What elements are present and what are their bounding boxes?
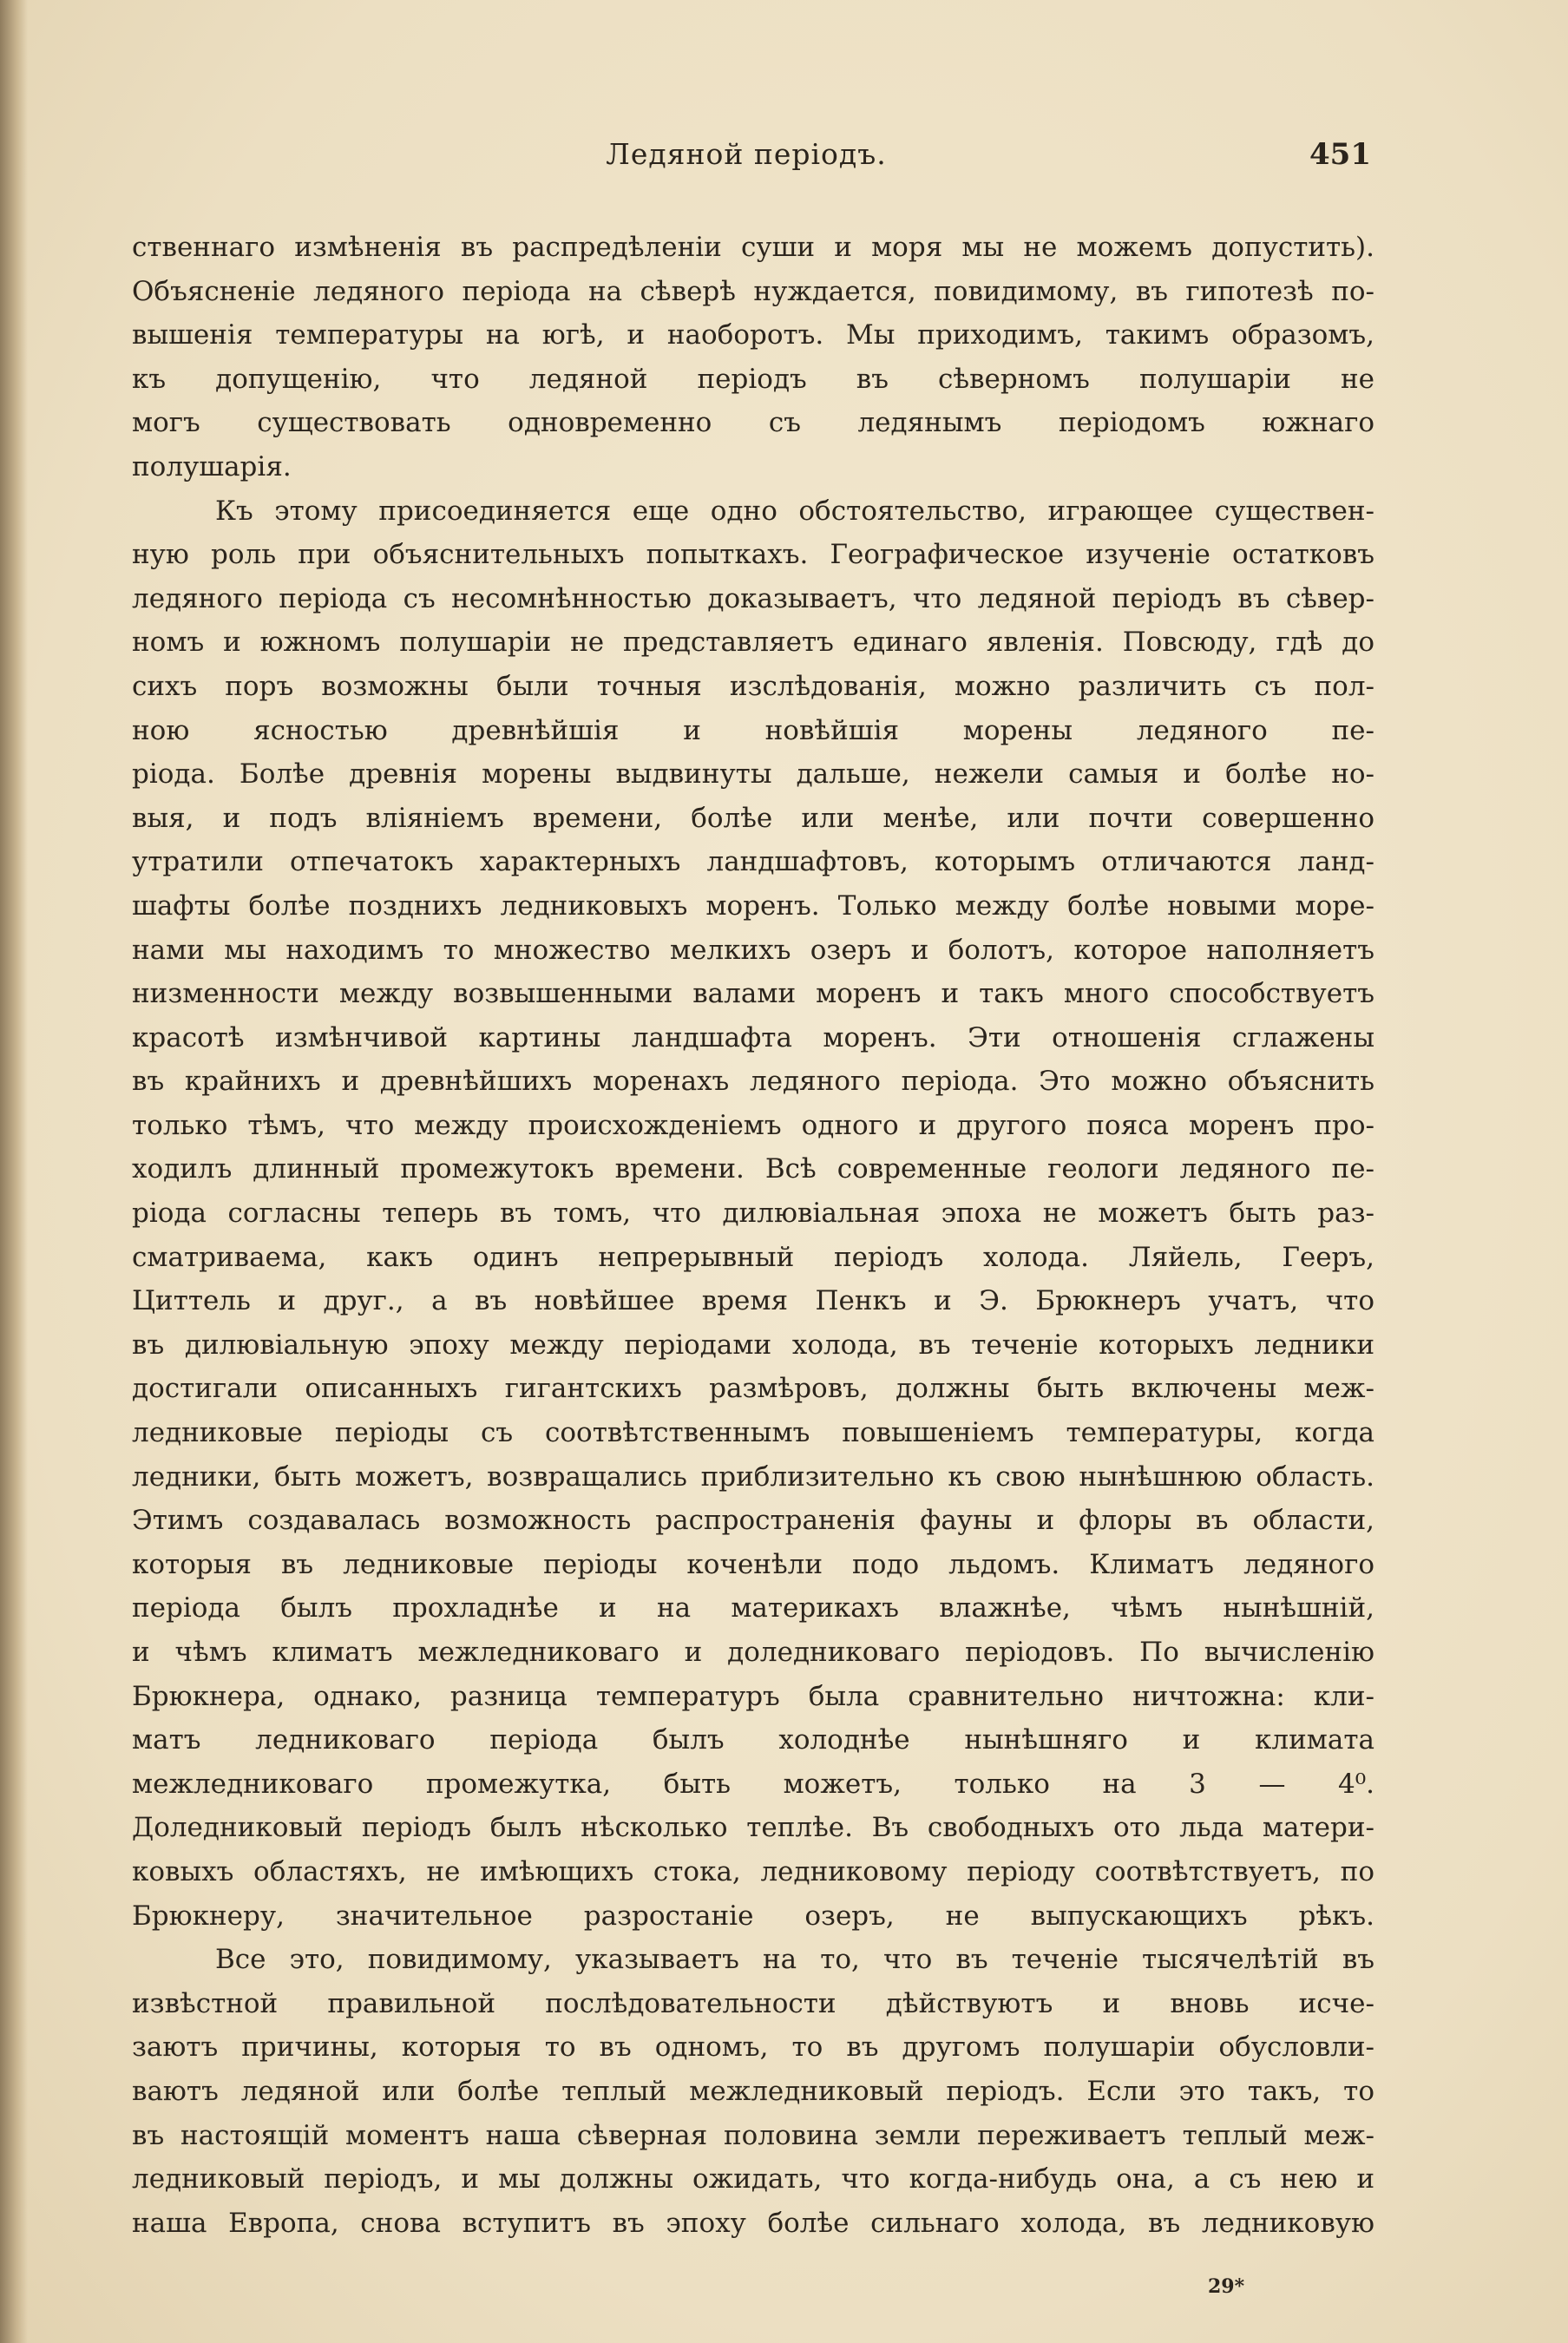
text-line: Доледниковый перiодъ былъ нѣсколько теплѣе. Въ свободныхъ ото льда матери- xyxy=(132,1812,1374,1844)
text-line: въ настоящiй моментъ наша сѣверная половина земли переживаетъ теплый меж- xyxy=(132,2119,1374,2151)
text-line: достигали описанныхъ гигантскихъ размѣровъ, должны быть включены меж- xyxy=(132,1373,1374,1405)
text-line: могъ существовать одновременно съ ледянымъ перiодомъ южнаго xyxy=(132,407,1374,439)
text-line: рiода. Болѣе древнiя морены выдвинуты дальше, нежели самыя и болѣе но- xyxy=(132,758,1374,791)
text-line: матъ ледниковаго перiода былъ холоднѣе нынѣшняго и климата xyxy=(132,1724,1374,1756)
text-line: Брюкнера, однако, разница температуръ была сравнительно ничтожна: кли- xyxy=(132,1680,1374,1712)
text-line: Къ этому присоединяется еще одно обстоятельство, играющее существен- xyxy=(215,495,1374,527)
text-line: въ дилювiальную эпоху между перiодами холода, въ теченiе которыхъ ледники xyxy=(132,1329,1374,1361)
text-line: и чѣмъ климатъ межледниковаго и доледниковаго перiодовъ. По вычисленiю xyxy=(132,1637,1374,1668)
running-title: Ледяной перiодъ. xyxy=(606,137,887,171)
text-line: красотѣ измѣнчивой картины ландшафта моренъ. Эти отношенiя сглажены xyxy=(132,1021,1374,1053)
page-number: 451 xyxy=(1309,137,1371,172)
text-line: Объясненiе ледяного перiода на сѣверѣ нуждается, повидимому, въ гипотезѣ по- xyxy=(132,275,1374,307)
text-line: къ допущенiю, что ледяной перiодъ въ сѣверномъ полушарiи не xyxy=(132,363,1374,395)
text-line: ковыхъ областяхъ, не имѣющихъ стока, ледниковому перiоду соотвѣтствуетъ, по xyxy=(132,1855,1374,1887)
text-line: въ крайнихъ и древнѣйшихъ моренахъ ледяного перiода. Это можно объяснить xyxy=(132,1066,1374,1098)
text-line: рiода согласны теперь въ томъ, что дилювiальная эпоха не можетъ быть раз- xyxy=(132,1198,1374,1230)
text-line: шафты болѣе позднихъ ледниковыхъ моренъ. Только между болѣе новыми море- xyxy=(132,889,1374,922)
text-line: сматриваема, какъ одинъ непрерывный перiодъ холода. Ляйель, Гееръ, xyxy=(132,1241,1374,1273)
text-line: межледниковаго промежутка, быть можетъ, только на 3 — 4⁰. xyxy=(132,1768,1374,1800)
text-line: ходилъ длинный промежутокъ времени. Всѣ современные геологи ледяного пе- xyxy=(132,1153,1374,1185)
text-line: ною ясностью древнѣйшiя и новѣйшiя морены ледяного пе- xyxy=(132,714,1374,746)
text-line: Циттель и друг., а въ новѣйшее время Пенкъ и Э. Брюкнеръ учатъ, что xyxy=(132,1285,1374,1317)
text-line: Все это, повидимому, указываетъ на то, что въ теченiе тысячелѣтiй въ xyxy=(215,1944,1374,1976)
signature-mark: 29* xyxy=(1208,2275,1245,2298)
text-line: ледяного перiода съ несомнѣнностью доказываетъ, что ледяной перiодъ въ сѣвер- xyxy=(132,582,1374,614)
text-line: низменности между возвышенными валами моренъ и такъ много способствуетъ xyxy=(132,978,1374,1010)
text-line: номъ и южномъ полушарiи не представляетъ единаго явленiя. Повсюду, гдѣ до xyxy=(132,627,1374,659)
text-line: наша Европа, снова вступитъ въ эпоху болѣе сильнаго холода, въ ледниковую xyxy=(132,2207,1374,2239)
text-line: только тѣмъ, что между происхожденiемъ одного и другого пояса моренъ про- xyxy=(132,1109,1374,1141)
text-line: заютъ причины, которыя то въ одномъ, то въ другомъ полушарiи обусловли- xyxy=(132,2031,1374,2064)
text-line: выя, и подъ влiянiемъ времени, болѣе или менѣе, или почти совершенно xyxy=(132,802,1374,834)
text-line: нами мы находимъ то множество мелкихъ озеръ и болотъ, которое наполняетъ xyxy=(132,934,1374,966)
text-line: ную роль при объяснительныхъ попыткахъ. Географическое изученiе остатковъ xyxy=(132,539,1374,571)
body-text xyxy=(132,226,1374,2245)
text-line: которыя въ ледниковые перiоды коченѣли подо льдомъ. Климатъ ледяного xyxy=(132,1548,1374,1580)
text-line: перiода былъ прохладнѣе и на материкахъ влажнѣе, чѣмъ нынѣшнiй, xyxy=(132,1592,1374,1624)
text-line: ледники, быть можетъ, возвращались приблизительно къ свою нынѣшнюю область. xyxy=(132,1460,1374,1493)
text-line: ваютъ ледяной или болѣе теплый межледниковый перiодъ. Если это такъ, то xyxy=(132,2075,1374,2107)
text-line: сихъ поръ возможны были точныя изслѣдованiя, можно различить съ пол- xyxy=(132,670,1374,702)
text-line: полушарiя. xyxy=(132,450,292,482)
running-head xyxy=(121,137,1371,180)
text-line: извѣстной правильной послѣдовательности дѣйствуютъ и вновь исче- xyxy=(132,1987,1374,2019)
text-line: ственнаго измѣненiя въ распредѣленiи суши и моря мы не можемъ допустить). xyxy=(132,232,1374,263)
text-line: Брюкнеру, значительное разростанiе озеръ, не выпускающихъ рѣкъ. xyxy=(132,1900,1374,1932)
text-line: Этимъ создавалась возможность распространенiя фауны и флоры въ области, xyxy=(132,1505,1374,1537)
text-line: ледниковый перiодъ, и мы должны ожидать, что когда-нибудь она, а съ нею и xyxy=(132,2163,1374,2195)
page-edge-shadow xyxy=(0,0,28,2343)
text-line: вышенiя температуры на югѣ, и наоборотъ. Мы приходимъ, такимъ образомъ, xyxy=(132,319,1374,351)
text-line: утратили отпечатокъ характерныхъ ландшафтовъ, которымъ отличаются ланд- xyxy=(132,846,1374,878)
text-line: ледниковые перiоды съ соотвѣтственнымъ повышенiемъ температуры, когда xyxy=(132,1417,1374,1449)
